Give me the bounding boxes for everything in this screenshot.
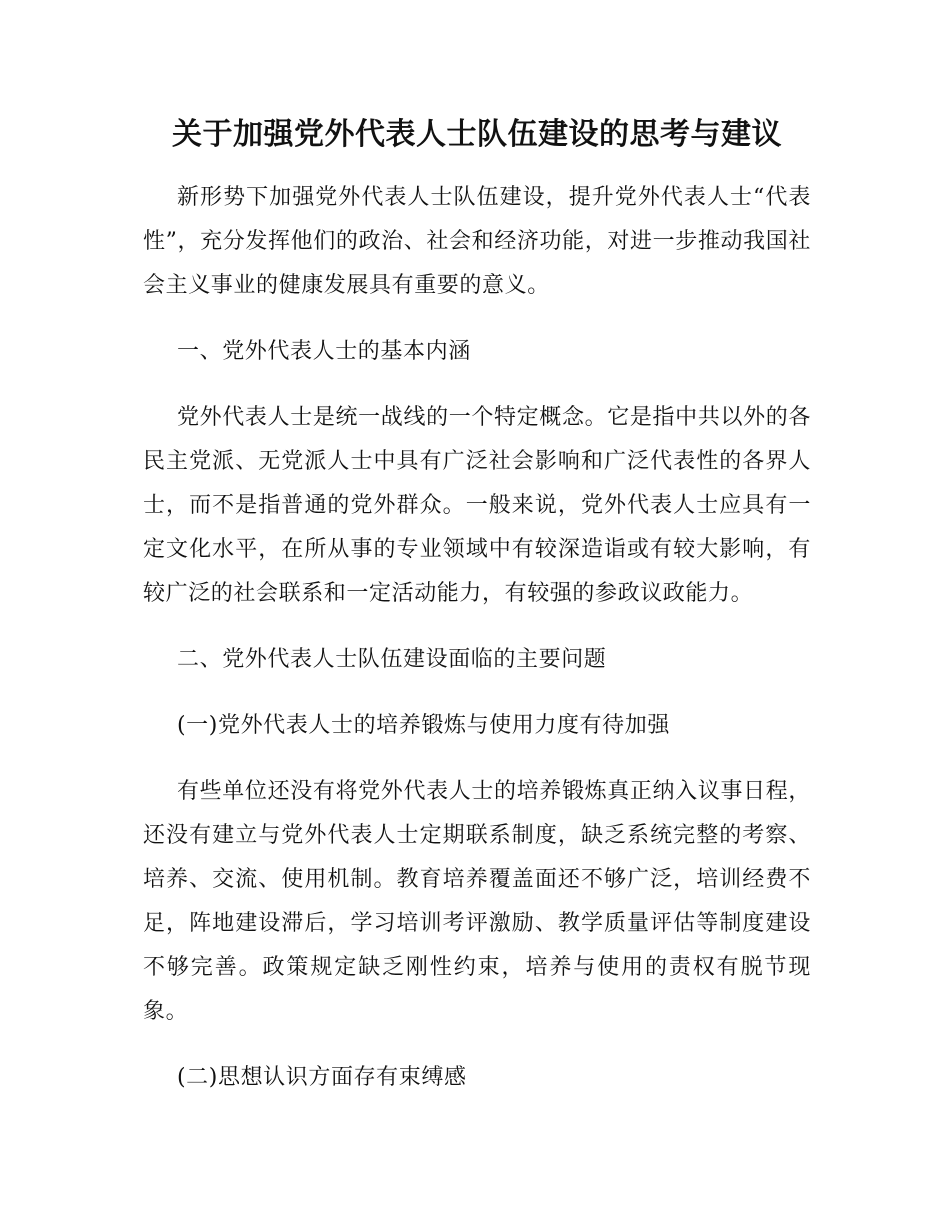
document-body	[143, 176, 811, 1100]
section-1-paragraph: 党外代表人士是统一战线的一个特定概念。它是指中共以外的各民主党派、无党派人士中具有广泛社会影响和广泛代表性的各界人士，而不是指普通的党外群众。一般来说，党外代表人士应具有一定文化水平，在所从事的专业领域中有较深造诣或有较大影响，有较广泛的社会联系和一定活动能力，有较强的参政议政能力。	[143, 405, 811, 606]
section-heading-2: 二、党外代表人士队伍建设面临的主要问题	[177, 647, 607, 672]
section-heading-1: 一、党外代表人士的基本内涵	[177, 339, 471, 364]
document-content	[143, 112, 811, 1100]
subsection-heading-2-1: (一)党外代表人士的培养锻炼与使用力度有待加强	[177, 713, 670, 738]
document-title: 关于加强党外代表人士队伍建设的思考与建议	[172, 117, 782, 152]
subsection-2-1-paragraph: 有些单位还没有将党外代表人士的培养锻炼真正纳入议事日程，还没有建立与党外代表人士定期联系制度，缺乏系统完整的考察、培养、交流、使用机制。教育培养覆盖面还不够广泛，培训经费不足，阵地建设滞后，学习培训考评激励、教学质量评估等制度建设不够完善。政策规定缺乏刚性约束，培养与使用的责权有脱节现象。	[143, 779, 811, 1024]
subsection-heading-2-2: (二)思想认识方面存有束缚感	[177, 1065, 467, 1090]
intro-paragraph: 新形势下加强党外代表人士队伍建设，提升党外代表人士“代表性”，充分发挥他们的政治、社会和经济功能，对进一步推动我国社会主义事业的健康发展具有重要的意义。	[143, 185, 811, 298]
